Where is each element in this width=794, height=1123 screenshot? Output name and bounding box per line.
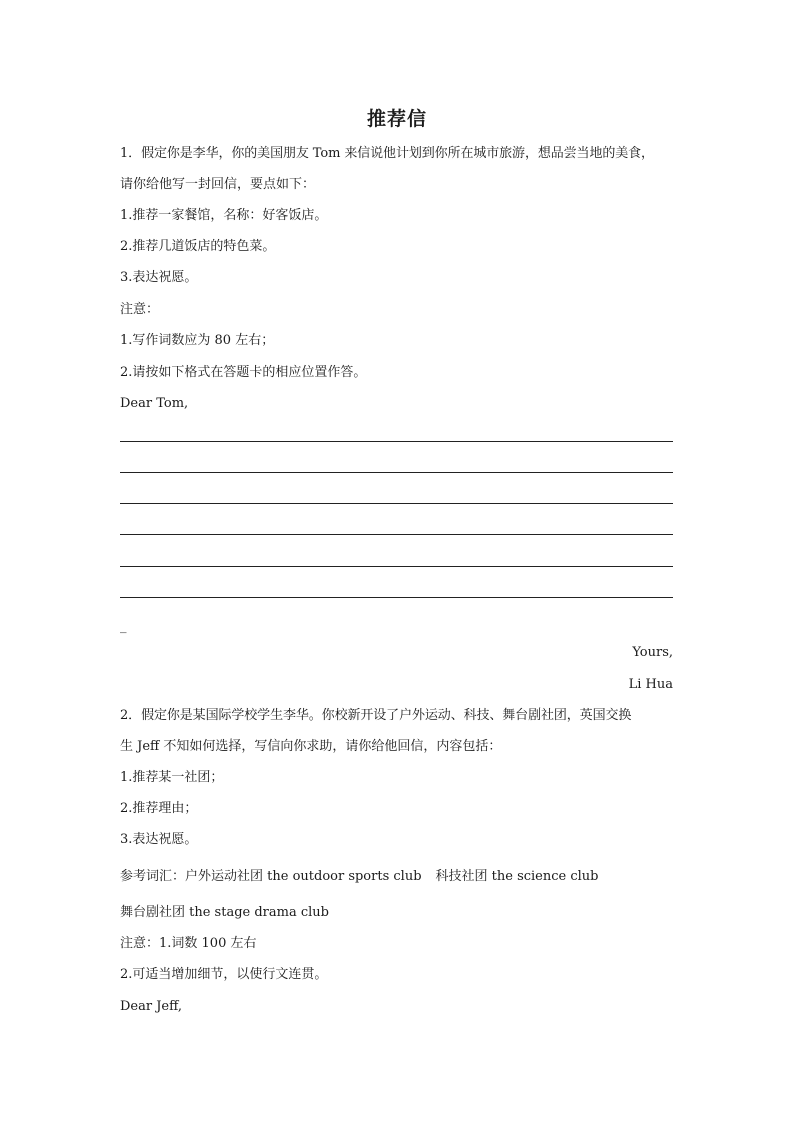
q1-prompt-line-2: 请你给他写一封回信，要点如下： bbox=[120, 177, 316, 192]
answer-line bbox=[120, 534, 673, 535]
q2-point-1: 1.推荐某一社团； bbox=[120, 770, 224, 785]
answer-line bbox=[120, 503, 673, 504]
q2-salutation: Dear Jeff, bbox=[120, 999, 183, 1014]
answer-line bbox=[120, 566, 673, 567]
q2-point-2: 2.推荐理由； bbox=[120, 801, 198, 816]
answer-line bbox=[120, 597, 673, 598]
q2-note-1: 注意：1.词数 100 左右 bbox=[120, 936, 257, 951]
q2-vocab-outdoor: 户外运动社团 the outdoor sports club bbox=[185, 869, 422, 884]
q1-note-1: 1.写作词数应为 80 左右； bbox=[120, 333, 275, 348]
q1-prompt-line-1: 1．假定你是李华，你的美国朋友 Tom 来信说他计划到你所在城市旅游，想品尝当地的美食， bbox=[120, 146, 654, 161]
q1-closing: Yours, bbox=[632, 645, 673, 660]
q2-vocab-label: 参考词汇： bbox=[120, 869, 186, 884]
answer-line bbox=[120, 441, 673, 442]
q1-point-2: 2.推荐几道饭店的特色菜。 bbox=[120, 239, 276, 254]
q1-salutation: Dear Tom, bbox=[120, 396, 189, 411]
q1-trailing-dash: _ bbox=[120, 619, 127, 634]
q2-prompt-line-1: 2．假定你是某国际学校学生李华。你校新开设了户外运动、科技、舞台剧社团，英国交换 bbox=[120, 708, 632, 723]
page-title: 推荐信 bbox=[366, 108, 427, 130]
q2-vocab-science: 科技社团 the science club bbox=[435, 869, 599, 884]
answer-line bbox=[120, 472, 673, 473]
q1-signature: Li Hua bbox=[628, 677, 673, 692]
q1-note-heading: 注意： bbox=[120, 302, 160, 317]
q1-point-3: 3.表达祝愿。 bbox=[120, 270, 198, 285]
q2-prompt-line-2: 生 Jeff 不知如何选择，写信向你求助，请你给他回信，内容包括： bbox=[120, 739, 502, 754]
q1-point-1: 1.推荐一家餐馆，名称：好客饭店。 bbox=[120, 208, 328, 223]
q2-note-2: 2.可适当增加细节，以使行文连贯。 bbox=[120, 967, 328, 982]
q2-vocab-drama: 舞台剧社团 the stage drama club bbox=[120, 905, 329, 920]
q1-note-2: 2.请按如下格式在答题卡的相应位置作答。 bbox=[120, 365, 367, 380]
q2-vocab-line bbox=[120, 868, 599, 886]
q2-point-3: 3.表达祝愿。 bbox=[120, 832, 198, 847]
